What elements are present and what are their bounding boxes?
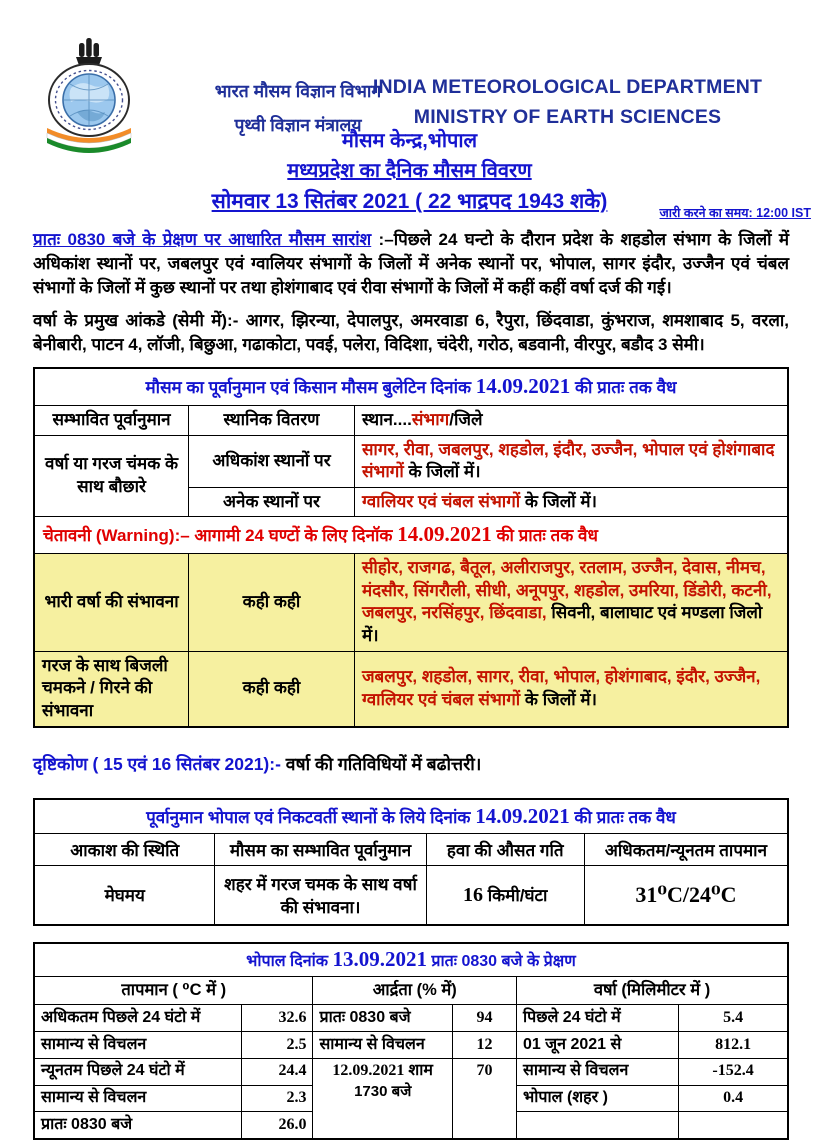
- sky-condition-value: मेघमय: [34, 865, 215, 925]
- ministry-name-hindi: पृथ्वी विज्ञान मंत्रालय: [234, 115, 362, 136]
- document-header: [0, 0, 819, 228]
- temp-max-deviation-value: 2.5: [241, 1032, 313, 1059]
- probable-forecast-value: शहर में गरज चमक के साथ वर्षा की संभावना।: [215, 865, 426, 925]
- org-name-english-block: [330, 72, 805, 132]
- rain-since-june-label: 01 जून 2021 से: [517, 1032, 679, 1059]
- rainfall-figures-paragraph: [33, 309, 789, 357]
- forecast-valid-date: 14.09.2021: [475, 373, 571, 398]
- observations-date: 13.09.2021: [332, 947, 427, 972]
- observations-title: [34, 943, 788, 977]
- observations-title-suffix: प्रातः 0830 बजे के प्रेक्षण: [426, 953, 576, 971]
- warning-thunderstorm-suffix: के जिलों में।: [520, 689, 597, 709]
- observations-title-prefix: भोपाल दिनांक: [246, 953, 333, 971]
- humidity-evening-value: 70: [452, 1058, 516, 1139]
- forecast-title-row: [34, 368, 788, 405]
- forecast-event-label: वर्षा या गरज चंमक के साथ बौछारे: [34, 435, 189, 517]
- humidity-evening-date: 12.09.2021 शाम: [332, 1062, 433, 1080]
- areas-many-places-divisions: ग्वालियर एवं चंबल संभागों: [361, 491, 521, 511]
- areas-many-places-suffix: के जिलों में।: [520, 491, 597, 511]
- warning-event-thunderstorm: गरज के साथ बिजली चमकने / गिरने की संभावना: [34, 651, 189, 726]
- warning-row-thunderstorm: [34, 651, 788, 726]
- warning-title-suffix: की प्रातः तक वैध: [491, 526, 598, 546]
- observations-row-3: [34, 1058, 788, 1085]
- city-forecast-header-row: [34, 833, 788, 865]
- temp-min-24h-label: न्यूनतम पिछले 24 घंटो में: [34, 1058, 241, 1085]
- rainfall-figures-label: वर्षा के प्रमुख आंकडे (सेमी में):-: [33, 311, 239, 331]
- warning-heavy-rain-districts: सीहोर, राजगढ, बैतूल, अलीराजपुर, रतलाम, उज्जैन, देवास, नीमच, मंदसौर, सिंगरौली, सीधी, अनूपपुर, शहडोल, उमरिया, डिंडोरी, कटनी, जबलपुर, नरसिंहपुर, छिंदवाडा,: [361, 558, 772, 623]
- warning-event-heavy-rain: भारी वर्षा की संभावना: [34, 554, 189, 651]
- rain-24h-label: पिछले 24 घंटो में: [517, 1005, 679, 1032]
- observations-group-header-row: [34, 976, 788, 1004]
- forecast-and-warning-table: [33, 367, 789, 728]
- summary-heading: प्रातः 0830 बजे के प्रेक्षण पर आधारित मौसम सारांश: [33, 230, 372, 249]
- outlook-paragraph: [33, 752, 789, 776]
- areas-most-places-suffix: के जिलों में।: [403, 462, 481, 482]
- humidity-evening-obs-label: [313, 1058, 452, 1139]
- forecast-table-title: [34, 368, 788, 405]
- temp-min-deviation-value: 2.3: [241, 1085, 313, 1112]
- city-forecast-table: [33, 798, 789, 926]
- humidity-0830-value: 94: [452, 1005, 516, 1032]
- city-forecast-title: [34, 799, 788, 834]
- rain-empty-value: [679, 1112, 788, 1139]
- warning-areas-heavy-rain: [354, 554, 788, 651]
- temp-max-24h-value: 32.6: [241, 1005, 313, 1032]
- forecast-header-row: [34, 405, 788, 435]
- forecast-row-most-places: [34, 435, 788, 487]
- place-label-districts: /जिले: [449, 409, 483, 429]
- rain-empty-label: [517, 1112, 679, 1139]
- warning-title: [34, 517, 788, 554]
- warning-title-prefix: चेतावनी (Warning):– आगामी 24 घण्टों के लिए दिनॉक: [43, 526, 398, 546]
- humidity-evening-time: 1730 बजे: [354, 1083, 412, 1101]
- warning-areas-thunderstorm: [354, 651, 788, 726]
- forecast-title-prefix: मौसम का पूर्वानुमान एवं किसान मौसम बुलेटिन दिनांक: [145, 377, 476, 397]
- forecast-title-suffix: की प्रातः तक वैध: [570, 377, 677, 397]
- warning-row-heavy-rain: [34, 554, 788, 651]
- warning-distribution-heavy-rain: कही कही: [189, 554, 355, 651]
- observations-table: [33, 942, 789, 1140]
- city-forecast-title-suffix: की प्रातः तक वैध: [569, 807, 676, 827]
- rain-24h-value: 5.4: [679, 1005, 788, 1032]
- warning-distribution-thunderstorm: कही कही: [189, 651, 355, 726]
- org-name-english: INDIA METEOROLOGICAL DEPARTMENT: [372, 76, 763, 98]
- city-forecast-title-prefix: पूर्वानुमान भोपाल एवं निकटवर्ती स्थानों के लिये दिनांक: [146, 807, 476, 827]
- col-header-spatial-distribution: स्थानिक वितरण: [189, 405, 355, 435]
- warning-valid-date: 14.09.2021: [397, 522, 492, 547]
- outlook-label: दृष्टिकोण ( 15 एवं 16 सितंबर 2021):-: [33, 753, 281, 774]
- weather-summary-paragraph: [33, 228, 789, 299]
- rain-bhopal-city-value: 0.4: [679, 1085, 788, 1112]
- centre-title: मौसम केन्द्र,भोपाल: [341, 130, 478, 152]
- place-label-division: संभाग: [411, 409, 450, 429]
- warning-title-row: [34, 517, 788, 554]
- summary-body: पिछले 24 घन्टो के दौरान प्रदेश के शहडोल संभाग के जिलों में अधिकांश स्थानों पर, जबलपुर एवं ग्वालियर संभागों के जिलों में अनेक स्थानों पर, भोपाल, सागर इंदौर, उज्जैन एवं चंबल संभागों के जिलों में कुछ स्थानों पर तथा होशंगाबाद एवं रीवा संभागों के जिलों में कहीं कहीं वर्षा दर्ज की गई।: [33, 230, 790, 297]
- city-forecast-valid-date: 14.09.2021: [475, 803, 570, 828]
- ministry-name-english: MINISTRY OF EARTH SCIENCES: [413, 106, 722, 129]
- warning-heavy-rain-suffix: सिवनी, बालाघाट एवं मण्डला जिलो में।: [361, 603, 763, 646]
- temp-0830-label: प्रातः 0830 बजे: [34, 1112, 241, 1139]
- warning-thunderstorm-divisions: जबलपुर, शहडोल, सागर, रीवा, भोपाल, होशंगाबाद, इंदौर, उज्जैन, ग्वालियर एवं चंबल संभागों: [361, 667, 761, 709]
- humidity-deviation-label: सामान्य से विचलन: [313, 1032, 452, 1059]
- col-header-wind-speed: हवा की औसत गति: [426, 833, 584, 865]
- bulletin-date-line: सोमवार 13 सितंबर 2021 ( 22 भाद्रपद 1943 शके): [211, 190, 608, 213]
- org-name-hindi: भारत मौसम विज्ञान विभाग: [214, 81, 382, 101]
- group-header-temperature: तापमान ( ⁰C में ): [34, 976, 313, 1004]
- observations-title-row: [34, 943, 788, 977]
- col-header-probable-forecast: मौसम का सम्भावित पूर्वानुमान: [215, 833, 426, 865]
- observations-row-1: [34, 1005, 788, 1032]
- centre-titles: [0, 126, 819, 215]
- city-forecast-value-row: [34, 865, 788, 925]
- bulletin-subtitle: मध्यप्रदेश का दैनिक मौसम विवरण: [287, 160, 532, 182]
- rain-deviation-value: -152.4: [679, 1058, 788, 1085]
- humidity-0830-label: प्रातः 0830 बजे: [313, 1005, 452, 1032]
- wind-speed-unit: किमी/घंटा: [482, 885, 548, 905]
- areas-most-places-divisions: सागर, रीवा, जबलपुर, शहडोल, इंदौर, उज्जैन, भोपाल एवं होशंगाबाद संभागों: [361, 439, 775, 482]
- col-header-sky-condition: आकाश की स्थिति: [34, 833, 215, 865]
- col-header-max-min-temp: अधिकतम/न्यूनतम तापमान: [584, 833, 788, 865]
- temp-max-24h-label: अधिकतम पिछले 24 घंटो में: [34, 1005, 241, 1032]
- summary-separator: :–: [371, 230, 394, 249]
- observations-row-2: [34, 1032, 788, 1059]
- humidity-deviation-value: 12: [452, 1032, 516, 1059]
- wind-speed-number: 16: [462, 883, 483, 906]
- rain-since-june-value: 812.1: [679, 1032, 788, 1059]
- group-header-humidity: आर्द्रता (% में): [313, 976, 517, 1004]
- distribution-most-places: अधिकांश स्थानों पर: [189, 435, 355, 487]
- temp-min-24h-value: 24.4: [241, 1058, 313, 1085]
- city-forecast-title-row: [34, 799, 788, 834]
- issue-time: जारी करने का समय: 12:00 IST: [659, 206, 811, 220]
- areas-most-places: [354, 435, 788, 487]
- rain-deviation-label: सामान्य से विचलन: [517, 1058, 679, 1085]
- place-label-part1: स्थान....: [361, 409, 412, 429]
- temp-0830-value: 26.0: [241, 1112, 313, 1139]
- outlook-body: वर्षा की गतिविधियों में बढोत्तरी।: [280, 753, 482, 774]
- document-body: [0, 228, 819, 1140]
- temp-max-deviation-label: सामान्य से विचलन: [34, 1032, 241, 1059]
- wind-speed-value: [426, 865, 584, 925]
- distribution-many-places: अनेक स्थानों पर: [189, 487, 355, 517]
- rainfall-figures-body: आगर, झिरन्या, देपालपुर, अमरवाडा 6, रैपुरा, छिंदवाडा, कुंभराज, शमशाबाद 5, वरला, बेनीबारी, पाटन 4, लॉजी, बिछुआ, गढाकोटा, पवई, पलेरा, विदिशा, चंदेरी, गरोठ, बडवानी, वीरपुर, बडौद 3 सेमी।: [33, 311, 789, 355]
- ashoka-emblem-icon: [76, 38, 102, 64]
- col-header-expected-forecast: सम्भावित पूर्वानुमान: [34, 405, 189, 435]
- group-header-rainfall: वर्षा (मिलिमीटर में ): [517, 976, 788, 1004]
- temp-min-deviation-label: सामान्य से विचलन: [34, 1085, 241, 1112]
- areas-many-places: [354, 487, 788, 517]
- max-min-temp-value: 31⁰C/24⁰C: [584, 865, 788, 925]
- col-header-place: [354, 405, 788, 435]
- rain-bhopal-city-label: भोपाल (शहर ): [517, 1085, 679, 1112]
